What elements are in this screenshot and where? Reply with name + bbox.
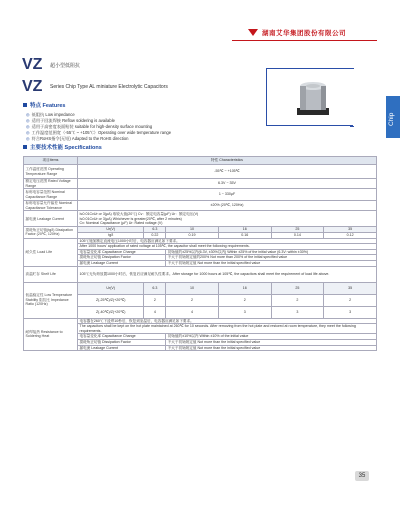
series-title-cn: 超小型低阻抗	[50, 63, 81, 69]
table-row: Z(-25℃)/Z(+20℃) 2 2 2 2 2	[24, 294, 377, 306]
section-bullet-icon	[23, 145, 27, 149]
col-characteristics-header: 特性 Characteristics	[78, 157, 377, 165]
table-row: 耐焊接热 Resistance to Soldering Heat 电容器在260℃下浸焊10秒后，恢复到室温后，电容器应满足如下要求。	[24, 318, 377, 324]
table-row: 漏电流 Leakage Current 不大于初始规定值 Not more than the initial specified value	[24, 345, 377, 351]
table-row: 高温贮存 Shelf Life 105℃无负荷放置1000小时后，恢复后应满足耐久性要求。After storage for 1000 hours at 105℃, the capacitors shall meet the requirement of load life above.	[24, 266, 377, 282]
feature-item: ◎ 工作温度范围宽（-55℃ ~ +105℃）Operating over wide temperature range	[26, 130, 172, 136]
company-logo	[248, 27, 370, 37]
product-image-frame-right	[350, 68, 354, 127]
table-row: 标称电容量允许偏差 Nominal Capacitance Tolerance ±20% (20℃, 120Hz)	[24, 201, 377, 211]
features-list	[26, 112, 171, 142]
table-row: 损耗角正切值 Dissipation Factor 不大于初始规定值的200% Not more than 200% of the initial specified value	[24, 255, 377, 261]
table-row: 漏电流 Leakage Current 不大于初始规定值 Not more than the initial specified value	[24, 260, 377, 266]
table-row: 标称电容量范围 Nominal Capacitance Range 1 ~ 330μF	[24, 189, 377, 201]
table-row: 漏电流 Leakage Current I≤0.01CvUr or 3(μA) 取较大值(20℃) Cv：额定电容量(μF) Ur：额定电压(V) I≤0.01CvUr or 3(μA) Whichever is greater(20℃, after 2 minutes) Cv: Nominal Capacitance (μF) Ur: Rated voltage (V)	[24, 211, 377, 227]
section-bullet-icon	[23, 103, 27, 107]
specs-heading	[23, 143, 102, 151]
table-row: 低温稳定性 Low Temperature Stability 阻抗比 Impedance Ratio (120Hz) Ur(V) 6.3 10 16 25 35	[24, 282, 377, 294]
feature-item: ◎ 适用于高密度表面贴装 suitable for high-density surface mounting	[26, 124, 153, 130]
table-row: 耐久性 Load Life 105℃施加额定直流电压1000小时后，电容器应满足如下要求。	[24, 238, 377, 244]
feature-item: ◎ 低阻抗 Low impedance	[26, 112, 75, 117]
side-tab-chip	[386, 96, 400, 138]
capacitor-image	[296, 78, 330, 116]
table-row: The capacitors shall be kept on the hot plate maintained at 260℃ for 10 seconds. After removing from the hot plate and restored at room temperature, they meet the following requirements.	[24, 324, 377, 334]
series-title-en: Series Chip Type AL miniature Electrolytic Capacitors	[50, 84, 168, 90]
feature-item: ◎ 适用于回流焊接 Reflow soldering is available	[26, 118, 115, 124]
features-heading-text: 特点 Features	[30, 103, 66, 109]
side-tab-label: Chip	[388, 112, 395, 126]
series-code: VZ	[22, 56, 43, 73]
table-row: 电容量变化率 Capacitance Change 初始值的±10%以内 Within ±10% of the initial value	[24, 334, 377, 340]
specs-heading-text: 主要技术性能 Specifications	[30, 145, 102, 151]
table-row: 电容量变化率 Capacitance Change 初始值的±25%以内(6.3V, ±30%以内) Within ±25% of the initial value (6.3V: within ±30%)	[24, 249, 377, 255]
table-header-row	[24, 157, 377, 165]
table-row: After 1000 hours' application of rated voltage at 105℃, the capacitor shall meet the following requirements.	[24, 244, 377, 250]
features-heading	[23, 101, 65, 109]
feature-item: ◎ 符合RoHS指令(无铅) Adapted to the RoHS direction	[26, 136, 129, 142]
series-code-secondary: VZ	[22, 78, 43, 95]
specifications-table	[23, 156, 377, 351]
table-row: 损耗角正切值 Dissipation Factor 不大于初始规定值 Not more than the initial specified value	[24, 339, 377, 345]
table-row: 损耗角正切值(tgδ) Dissipation Factor (20℃, 120Hz) Ur(V) 6.3 10 16 25 35	[24, 227, 377, 233]
company-name: 湖南艾华集团股份有限公司	[262, 29, 346, 37]
page-number: 35	[355, 471, 369, 481]
table-row: Z(-40℃)/Z(+20℃) 4 4 3 3 3	[24, 306, 377, 318]
col-items-header: 项目Items	[24, 157, 78, 165]
table-row: 工作温度范围 Operating Temperature Range -55℃ ~ +105℃	[24, 165, 377, 179]
header-divider	[232, 40, 377, 41]
table-row: 额定电压范围 Rated Voltage Range 6.3V ~ 35V	[24, 179, 377, 189]
table-row: tgδ 0.22 0.19 0.16 0.14 0.12	[24, 232, 377, 238]
logo-mark-icon	[248, 28, 259, 37]
